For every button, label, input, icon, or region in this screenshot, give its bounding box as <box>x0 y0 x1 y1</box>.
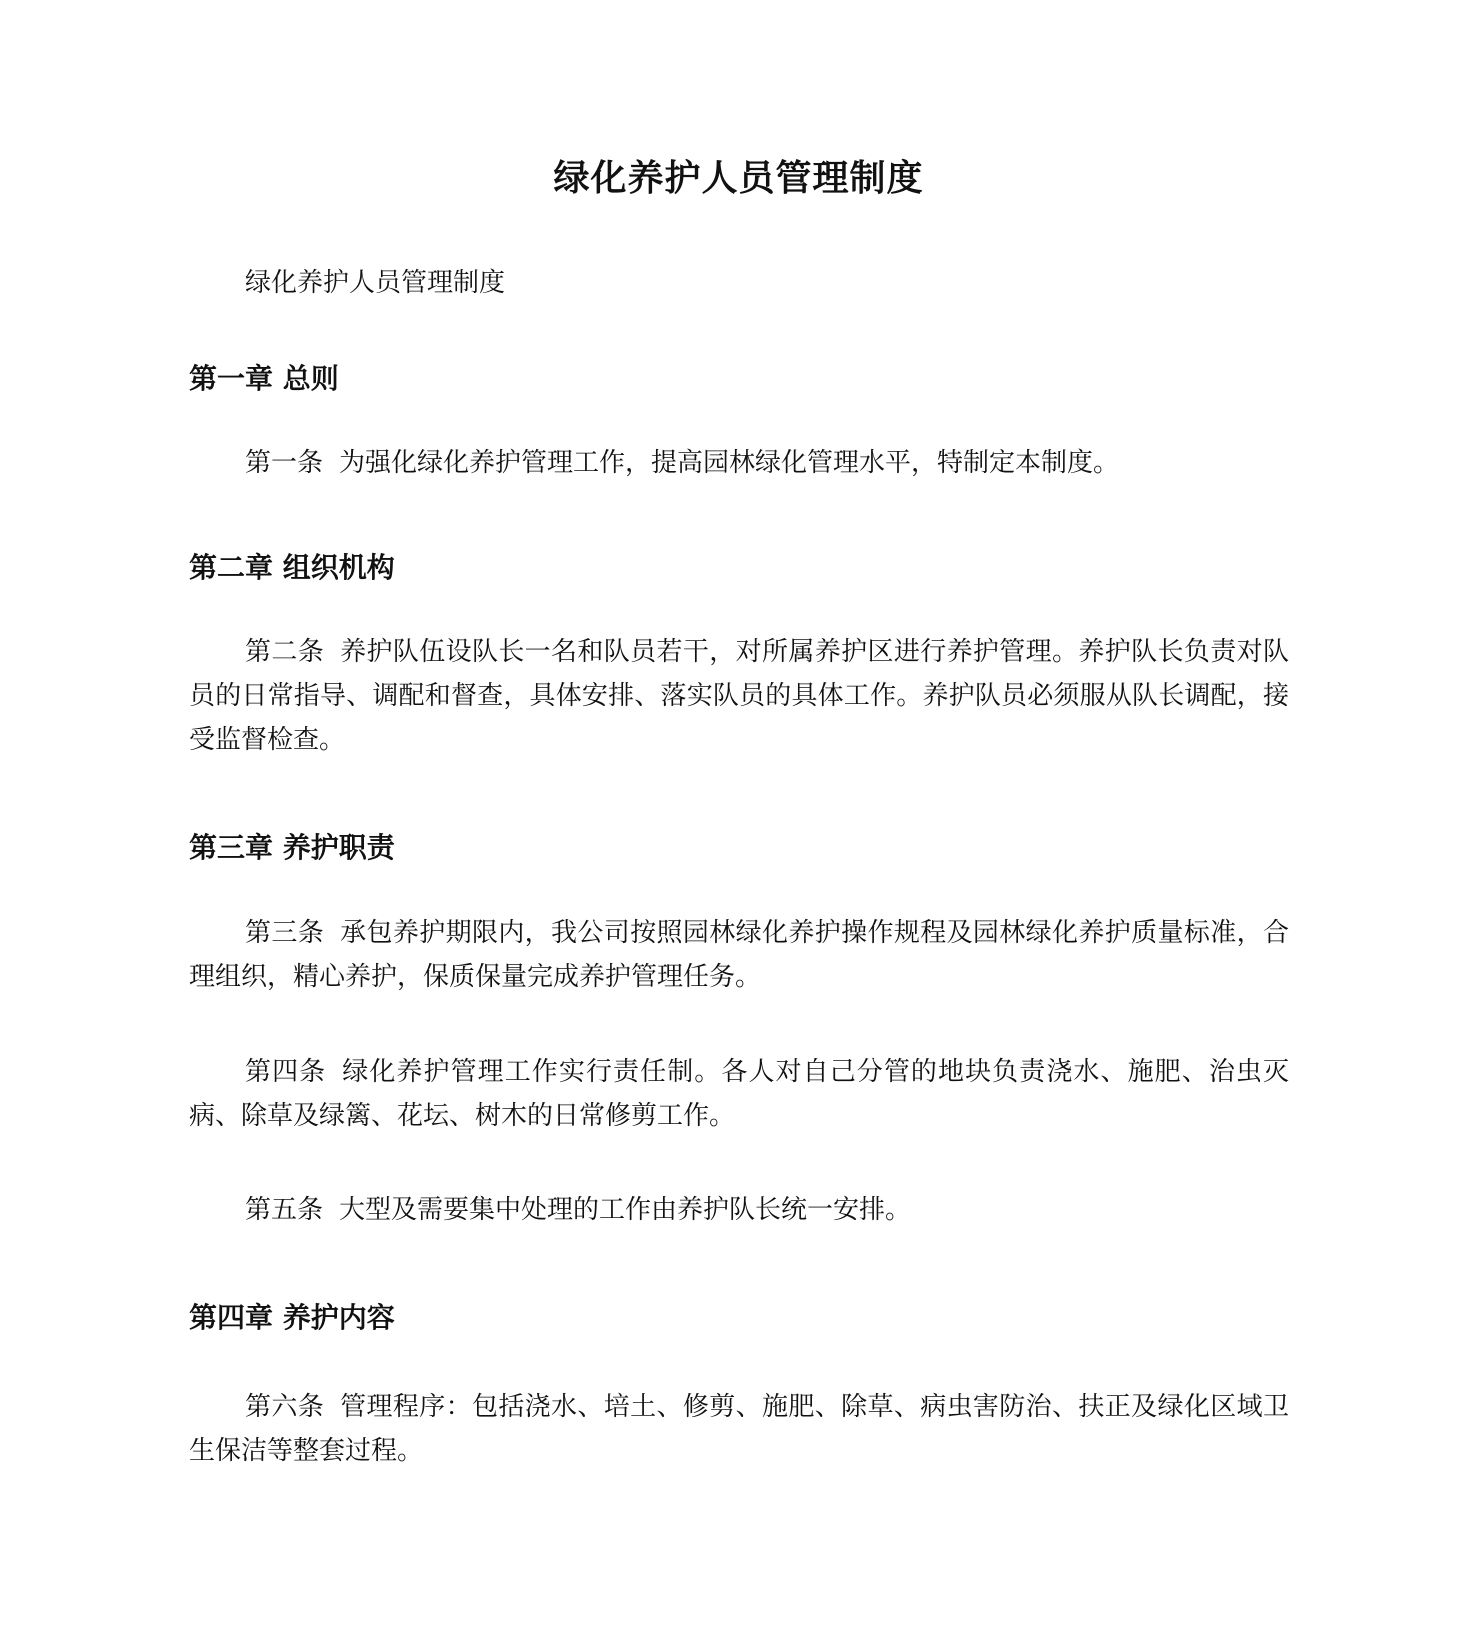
article-1-text: 为强化绿化养护管理工作，提高园林绿化管理水平，特制定本制度。 <box>339 448 1120 478</box>
chapter-3-heading: 第三章 养护职责 <box>189 831 395 864</box>
chapter-1-heading: 第一章 总则 <box>189 362 339 395</box>
document-title: 绿化养护人员管理制度 <box>553 158 924 199</box>
article-4-text: 绿化养护管理工作实行责任制。各人对自己分管的地块负责浇水、施肥、治虫灭病、除草及绿篱、花坛、树木的日常修剪工作。 <box>189 1057 1289 1131</box>
article-2-text: 养护队伍设队长一名和队员若干，对所属养护区进行养护管理。养护队长负责对队员的日常指导、调配和督查，具体安排、落实队员的具体工作。养护队员必须服从队长调配，接受监督检查。 <box>189 637 1289 755</box>
chapter-4-heading: 第四章 养护内容 <box>189 1301 395 1334</box>
article-1 <box>189 441 1289 485</box>
article-4-label: 第四条 <box>245 1057 327 1087</box>
article-5-text: 大型及需要集中处理的工作由养护队长统一安排。 <box>339 1195 912 1225</box>
article-1-label: 第一条 <box>245 448 324 478</box>
article-6-label: 第六条 <box>245 1392 325 1422</box>
chapter-2-heading: 第二章 组织机构 <box>189 551 395 584</box>
article-5-label: 第五条 <box>245 1195 324 1225</box>
document-subtitle: 绿化养护人员管理制度 <box>245 268 506 298</box>
article-6-text: 管理程序：包括浇水、培土、修剪、施肥、除草、病虫害防治、扶正及绿化区域卫生保洁等整套过程。 <box>189 1392 1289 1466</box>
article-5 <box>189 1188 1289 1232</box>
article-4 <box>189 1050 1289 1138</box>
article-2 <box>189 630 1289 762</box>
article-3-text: 承包养护期限内，我公司按照园林绿化养护操作规程及园林绿化养护质量标准，合理组织，精心养护，保质保量完成养护管理任务。 <box>189 918 1289 992</box>
article-3 <box>189 911 1289 999</box>
article-2-label: 第二条 <box>245 637 325 667</box>
article-6 <box>189 1385 1289 1473</box>
article-3-label: 第三条 <box>245 918 325 948</box>
